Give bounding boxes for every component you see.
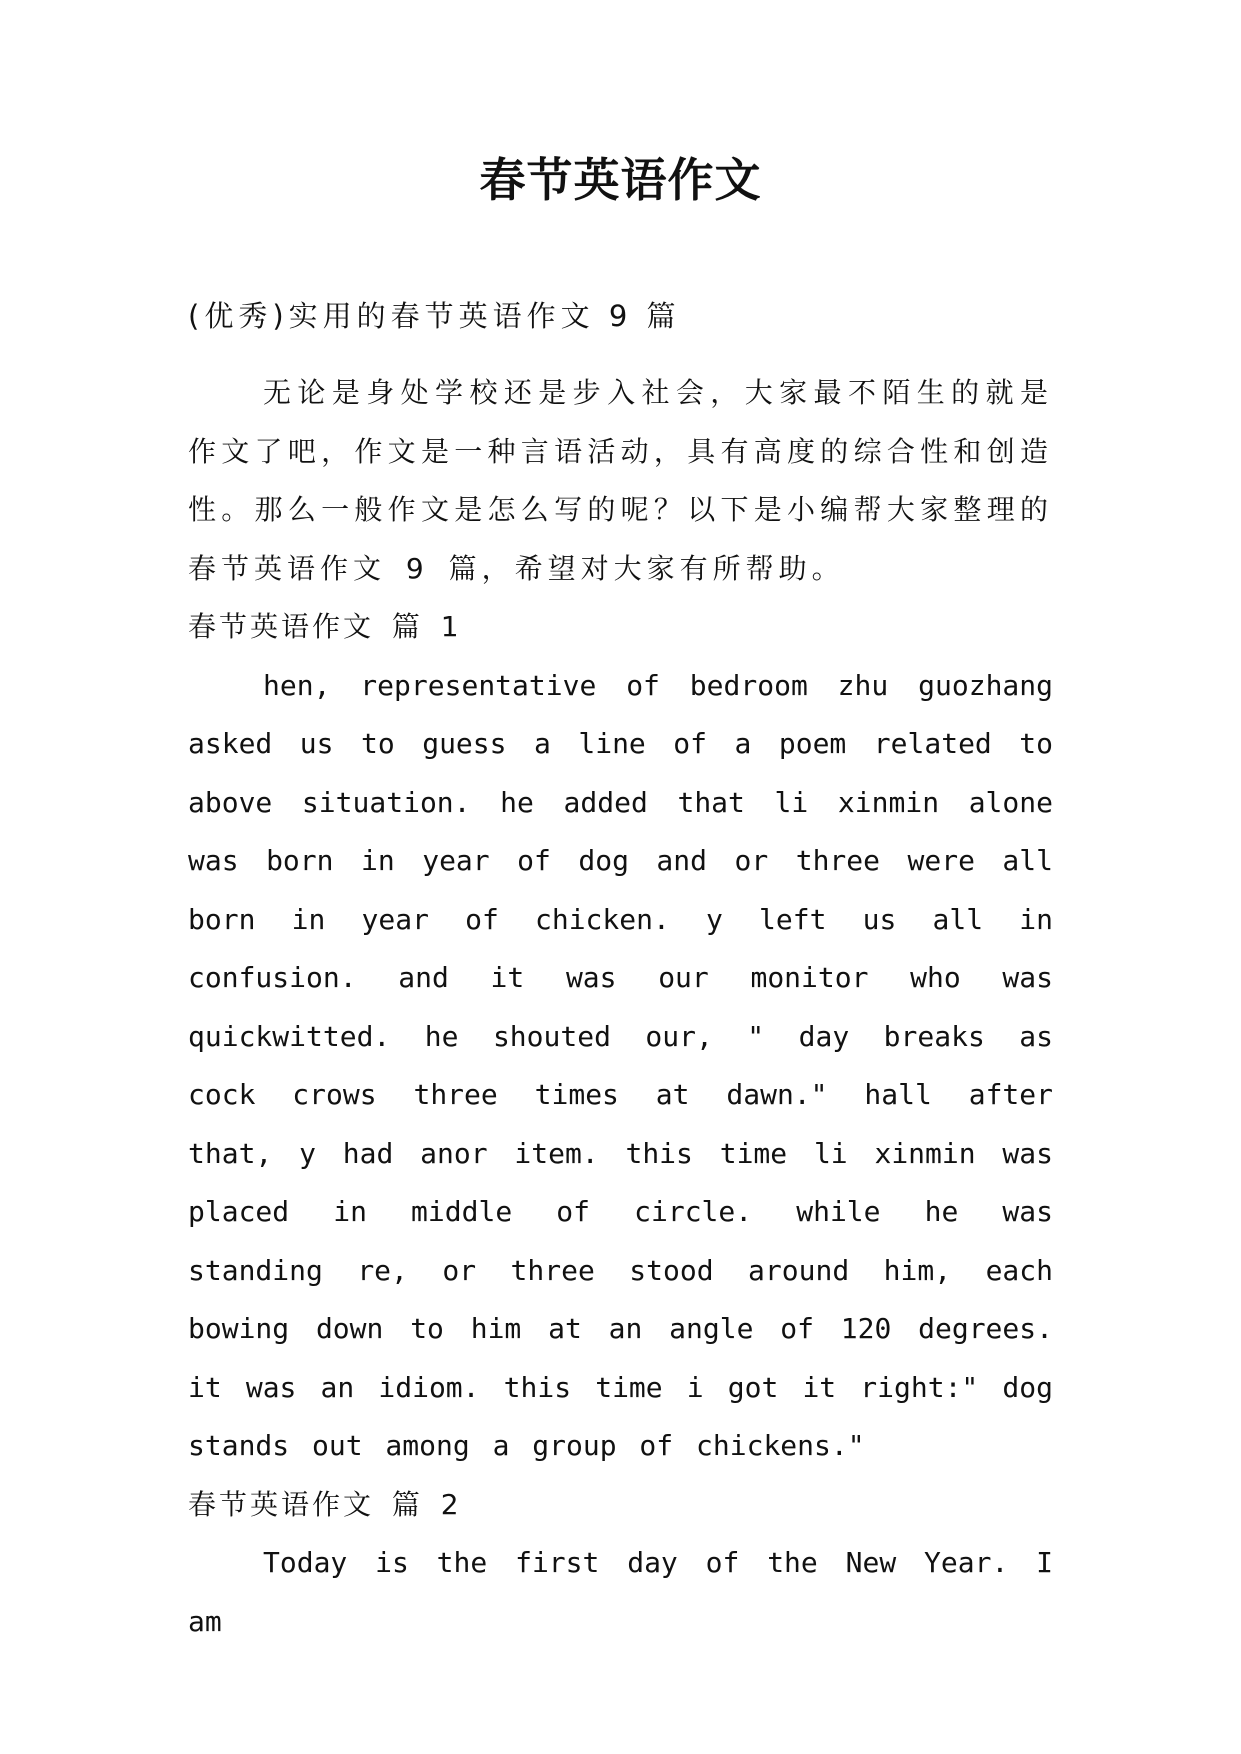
document-title: 春节英语作文 (479, 153, 762, 207)
section-text-2: Today is the first day of the New Year. I am (188, 1546, 1053, 1638)
section-heading-1: 春节英语作文 篇 1 (188, 610, 462, 643)
intro-paragraph: 无论是身处学校还是步入社会，大家最不陌生的就是作文了吧，作文是一种言语活动，具有高度的综合性和创造性。那么一般作文是怎么写的呢？以下是小编帮大家整理的春节英语作文 9 篇，希望对大家有所帮助。 (188, 376, 1053, 585)
section-heading-2: 春节英语作文 篇 2 (188, 1487, 462, 1521)
section-text-1: hen, representative of bedroom zhu guozhang asked us to guess a line of a poem related to above situation. he added that li xinmin alone was born in year of dog and or three were all born in year of chicken. y left us all in confusion. and it was our monitor who was quickwitted. he shouted our, " day breaks as cock crows three times at dawn." hall after that, y had anor item. this time li xinmin was placed in middle of circle. while he was standing re, or three stood around him, each bowing down to him at an angle of 120 degrees. it was an idiom. this time i got it right:" dog stands out among a group of chickens." (188, 668, 1053, 1462)
document-body (188, 364, 1053, 1651)
document-subtitle: (优秀)实用的春节英语作文 9 篇 (188, 299, 681, 333)
